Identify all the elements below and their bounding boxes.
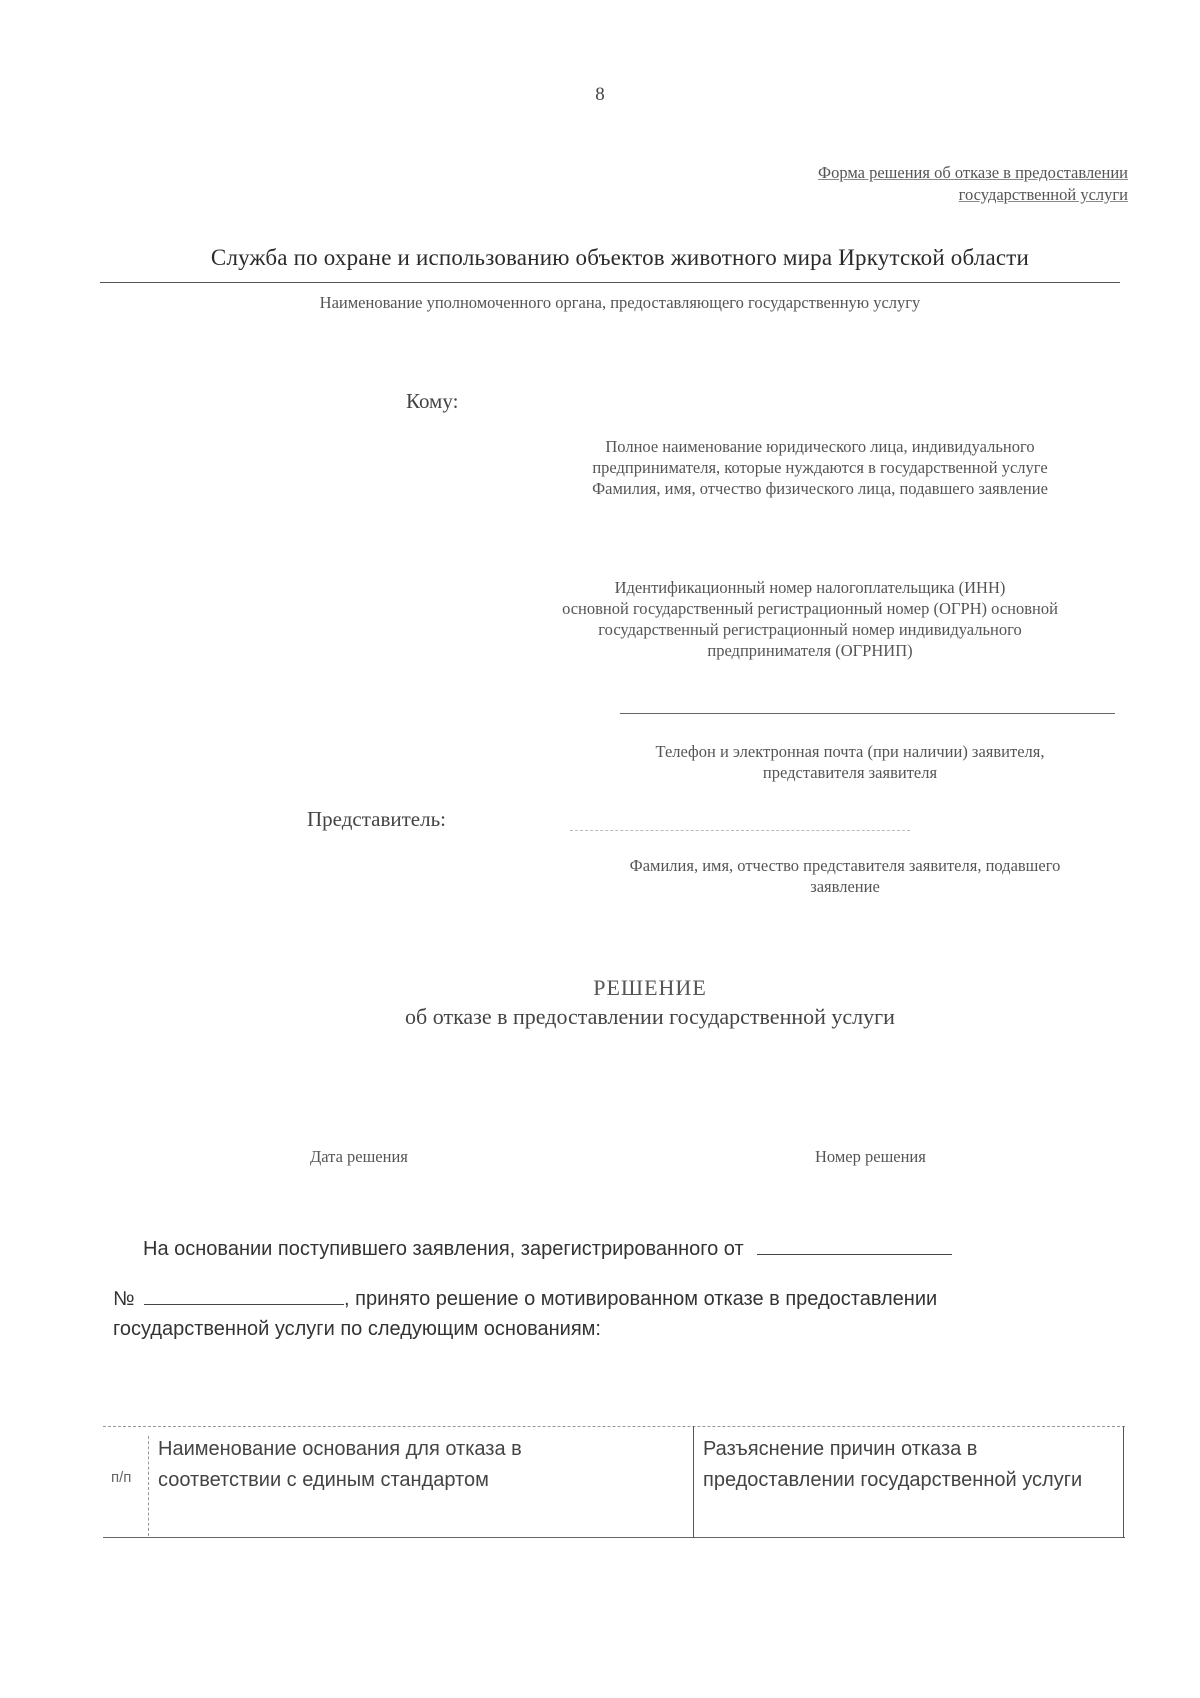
caption-line: основной государственный регистрационный номер (ОГРН) основной [562,599,1058,618]
table-header-reason: Наименование основания для отказа в соответствии с единым стандартом [158,1438,522,1491]
representative-field-line [570,830,910,831]
number-sign: № [113,1288,135,1310]
table-border-bottom [103,1537,1125,1538]
form-title [818,162,1128,206]
representative-label: Представитель: [307,807,447,831]
org-underline [100,282,1120,283]
body-paragraph-3: государственной услуги по следующим основаниям: [113,1318,601,1340]
table-border-col0 [148,1436,149,1536]
recipient-name-caption [510,436,1130,499]
page-number: 8 [595,84,605,105]
caption-line: Телефон и электронная почта (при наличии) заявителя, [655,742,1045,761]
decision-date-label: Дата решения [310,1147,408,1166]
caption-line: Полное наименование юридического лица, индивидуального [605,437,1035,456]
table-border-col1 [693,1426,694,1538]
body-paragraph-2 [113,1288,937,1311]
representative-caption [560,855,1130,897]
form-title-line-2: государственной услуги [958,185,1128,204]
org-caption: Наименование уполномоченного органа, предоставляющего государственную услугу [319,293,921,312]
recipient-ids-caption [480,577,1140,661]
registration-number-blank [144,1303,344,1305]
registration-date-blank [757,1253,952,1255]
caption-line: Фамилия, имя, отчество представителя заявителя, подавшего [629,856,1061,875]
caption-line: заявление [810,877,880,896]
body-text: , принято решение о мотивированном отказе в предоставлении [344,1288,938,1310]
caption-line: представителя заявителя [762,763,938,782]
body-paragraph-1 [143,1238,952,1261]
org-name: Служба по охране и использованию объектов животного мира Иркутской области [210,245,1030,270]
table-header-explanation: Разъяснение причин отказа в предоставлении государственной услуги [703,1438,1083,1491]
caption-line: Фамилия, имя, отчество физического лица, подавшего заявление [592,479,1048,498]
body-text: На основании поступившего заявления, зарегистрированного от [143,1238,744,1260]
refusal-reasons-table [103,1426,1125,1538]
table-border-right [1123,1426,1124,1538]
table-header-index: п/п [111,1469,132,1486]
caption-line: Идентификационный номер налогоплательщика (ИНН) [614,578,1006,597]
caption-line: предпринимателя, которые нуждаются в государственной услуге [592,458,1048,477]
caption-line: предпринимателя (ОГРНИП) [707,641,913,660]
form-title-line-1: Форма решения об отказе в предоставлении [818,163,1128,182]
decision-subheading: об отказе в предоставлении государственной услуги [405,1004,895,1029]
decision-number-label: Номер решения [815,1147,926,1166]
recipient-contact-caption [580,741,1120,783]
decision-heading: РЕШЕНИЕ [593,975,707,1000]
caption-line: государственный регистрационный номер индивидуального [598,620,1022,639]
table-border-top [103,1426,1125,1427]
contact-field-line [620,713,1115,714]
recipient-label: Кому: [406,389,459,413]
